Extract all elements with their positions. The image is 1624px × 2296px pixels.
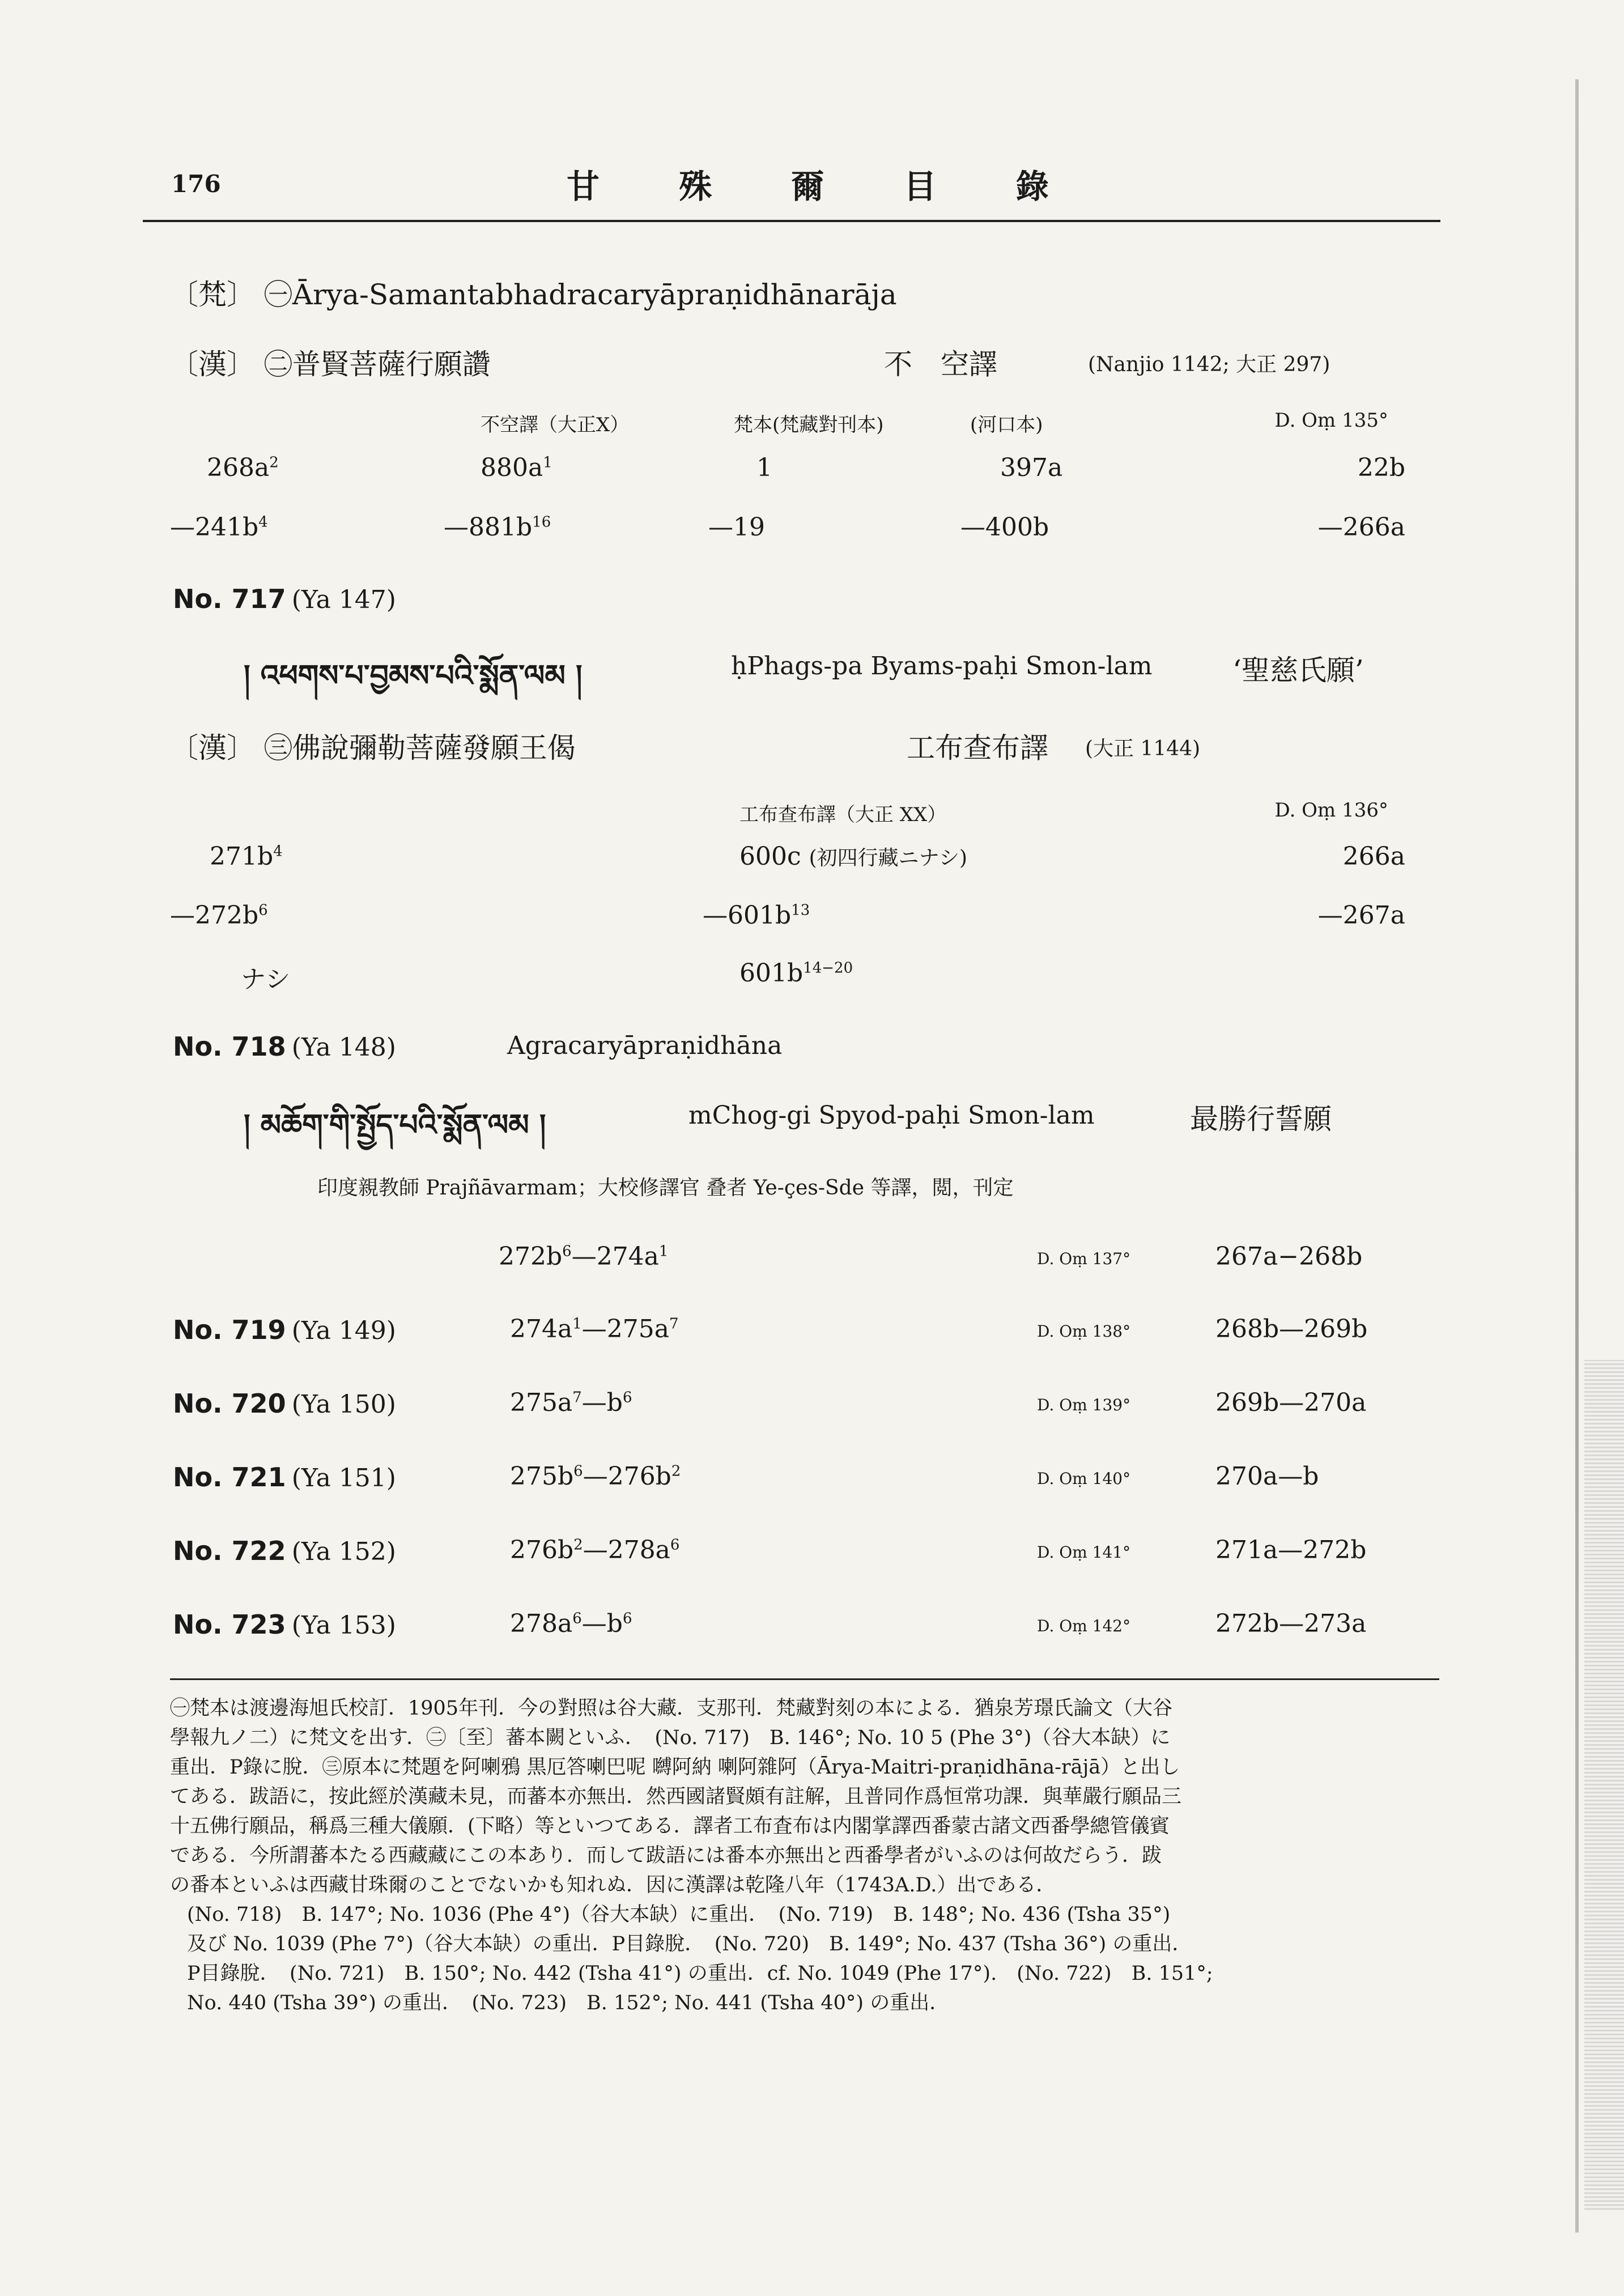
page-ref: —19 [708,513,765,542]
footnote-line: 十五佛行願品，稱爲三種大儀願．(下略）等といつてある．譯者工布査布は内閣掌譯西番蒙古諸文西番學總管儀賓 [170,1815,1170,1838]
footnote-line: ㊀梵本は渡邊海旭氏校訂．1905年刊．今の對照は谷大藏．支那刊．梵藏對刻の本による．猶泉芳璟氏論文（大谷 [170,1697,1173,1720]
transliteration: mChog-gi Spyod-paḥi Smon-lam [688,1101,1095,1130]
page-ref: $—272b^6$ [170,901,268,930]
sanskrit-title: ㊀Ārya-Samantabhadracaryāpraṇidhānarāja [263,278,897,311]
derge-ref: D. Oṃ 139° [1037,1396,1131,1414]
page-ref: $—601b^{13}$ [703,901,810,930]
page-ref: ナシ [241,965,291,994]
footnote-line: P目錄脫． (No. 721) B. 150°; No. 442 (Tsha 41°) の重出．cf. No. 1049 (Phe 17°). (No. 722) B. 151°; [187,1962,1213,1985]
derge-ref: D. Oṃ 142° [1037,1617,1131,1635]
transliteration: ḥPhags-pa Byams-paḥi Smon-lam [731,652,1153,681]
page-ref: 397a [1000,453,1063,482]
page-ref: $—881b^{16}$ [444,513,551,542]
column-header: 工布查布譯（大正 XX） [739,803,947,826]
translator: 不 空譯 [884,348,997,381]
derge-ref: D. Oṃ 141° [1037,1543,1131,1562]
page-ref: —267a [1317,901,1405,930]
scan-edge-noise [1584,1360,1624,2210]
footnote-line: 及び No. 1039 (Phe 7°)（谷大本缺）の重出．P目錄脫． (No. 720) B. 149°; No. 437 (Tsha 36°) の重出． [187,1933,1192,1955]
footnote-line: てある．跋語に，按此經於漢藏未見，而蕃本亦無出．然西國諸賢頗有註解，且普同作爲恒常功課．與華嚴行願品三 [170,1785,1182,1808]
japanese-title: 最勝行誓願 [1190,1103,1332,1136]
page-ref: $271b^4$ [210,842,283,871]
page-ref: $268a^2$ [207,453,279,482]
derge-ref: D. Oṃ 138° [1037,1322,1131,1341]
page-ref: $275a^7—b^6$ [510,1388,632,1417]
page-ref: $275b^6—276b^2$ [510,1462,681,1491]
tibetan-title: ། འཕགས་པ་བྱམས་པའི་སྨོན་ལམ ། [244,659,583,693]
footnote-line: の番本といふは西藏甘珠爾のことでないかも知れぬ．因に漢譯は乾隆八年（1743A.D.）出である． [170,1874,1056,1897]
page-ref: 22b [1357,453,1405,482]
footnote-line: 重出．P錄に脫．㊂原本に梵題を阿喇鴉 黒厄答喇巴呢 嚩阿納 喇阿雜阿（Ārya-Maitri-praṇidhāna-rājā）と出し [170,1756,1180,1779]
entry-header: No. 723 (Ya 153) [173,1609,396,1640]
page-title: 甘 殊 爾 目 錄 [567,167,1083,206]
footnote-line: 學報九ノ二）に梵文を出す．㊁〔至〕蕃本闕といふ． (No. 717) B. 146°; No. 10 5 (Phe 3°)（谷大本缺）に [170,1727,1171,1749]
translators: 印度親教師 Prajñāvarmam；大校修譯官 叠者 Ye-çes-Sde 等譯，閲，刊定 [317,1176,1014,1200]
derge-pages: 268b—269b [1215,1315,1368,1343]
column-header: D. Oṃ 136° [1274,799,1388,822]
derge-pages: 269b—270a [1215,1388,1367,1417]
page-ref: 1 [756,453,772,482]
footnote-line: No. 440 (Tsha 39°) の重出． (No. 723) B. 152°; No. 441 (Tsha 40°) の重出． [187,1992,950,2014]
translator: 工布查布譯 [907,732,1048,764]
page-ref: 266a [1342,842,1405,871]
page-ref: $—241b^4$ [170,513,268,542]
entry-header: No. 719 (Ya 149) [173,1315,396,1345]
page-ref: $278a^6—b^6$ [510,1609,632,1638]
derge-ref: D. Oṃ 140° [1037,1469,1131,1488]
reference: (Nanjio 1142; 大正 297) [1088,353,1330,376]
page-ref: $601b^{14-20}$ [739,959,853,988]
page-ref: —400b [960,513,1049,542]
column-header: 梵本(梵藏對刊本) [734,414,884,436]
entry-header: No. 720 (Ya 150) [173,1388,396,1419]
chinese-label: 〔漢〕 ㊂佛說彌勒菩薩發願王偈 [170,732,576,764]
page-number: 176 [171,170,221,198]
derge-pages: 271a—272b [1215,1536,1367,1564]
page-ref: $272b^6—274a^1$ [499,1242,669,1271]
page-ref: $880a^1$ [481,453,552,482]
footnote-line: である．今所謂蕃本たる西藏藏にこの本あり．而して跋語には番本亦無出と西番學者がいふのは何故だらう．跋 [170,1844,1162,1867]
derge-pages: 272b—273a [1215,1609,1367,1638]
page-ref: 600c (初四行藏ニナシ) [739,842,967,871]
chinese-title: ㊁普賢菩薩行願讚 [263,348,491,381]
sanskrit-title: Agracaryāpraṇidhāna [507,1031,783,1060]
header-rule [143,220,1440,222]
entry-header: No. 722 (Ya 152) [173,1536,396,1566]
entry-header: No. 717 (Ya 147) [173,584,396,614]
column-header: 不空譯（大正X） [481,414,630,436]
column-header: (河口本) [970,414,1043,436]
entry-header: No. 718 (Ya 148) [173,1031,396,1062]
derge-pages: 270a—b [1215,1462,1319,1491]
footnote-line: (No. 718) B. 147°; No. 1036 (Phe 4°)（谷大本缺）に重出． (No. 719) B. 148°; No. 436 (Tsha 35°) [187,1903,1171,1926]
tibetan-title: ། མཆོག་གི་སྤྱོད་པའི་སྨོན་ལམ ། [244,1108,546,1142]
page-ref: $274a^1—275a^7$ [510,1315,679,1343]
derge-ref: D. Oṃ 137° [1037,1249,1131,1268]
japanese-title: ‘聖慈氏願’ [1232,654,1364,687]
scan-edge-line [1575,79,1579,2233]
entry-header: No. 721 (Ya 151) [173,1462,396,1493]
chinese-title: ㊂佛說彌勒菩薩發願王偈 [263,732,576,764]
chinese-label: 〔漢〕 ㊁普賢菩薩行願讚 [170,348,491,381]
column-header: D. Oṃ 135° [1274,409,1388,432]
sanskrit-label: 〔梵〕 ㊀Ārya-Samantabhadracaryāpraṇidhānarāja [170,278,897,311]
reference: (大正 1144) [1085,737,1201,760]
page-ref: $276b^2—278a^6$ [510,1536,680,1564]
derge-pages: 267a−268b [1215,1242,1363,1271]
footnote-rule [170,1678,1439,1680]
page-ref: —266a [1317,513,1405,542]
